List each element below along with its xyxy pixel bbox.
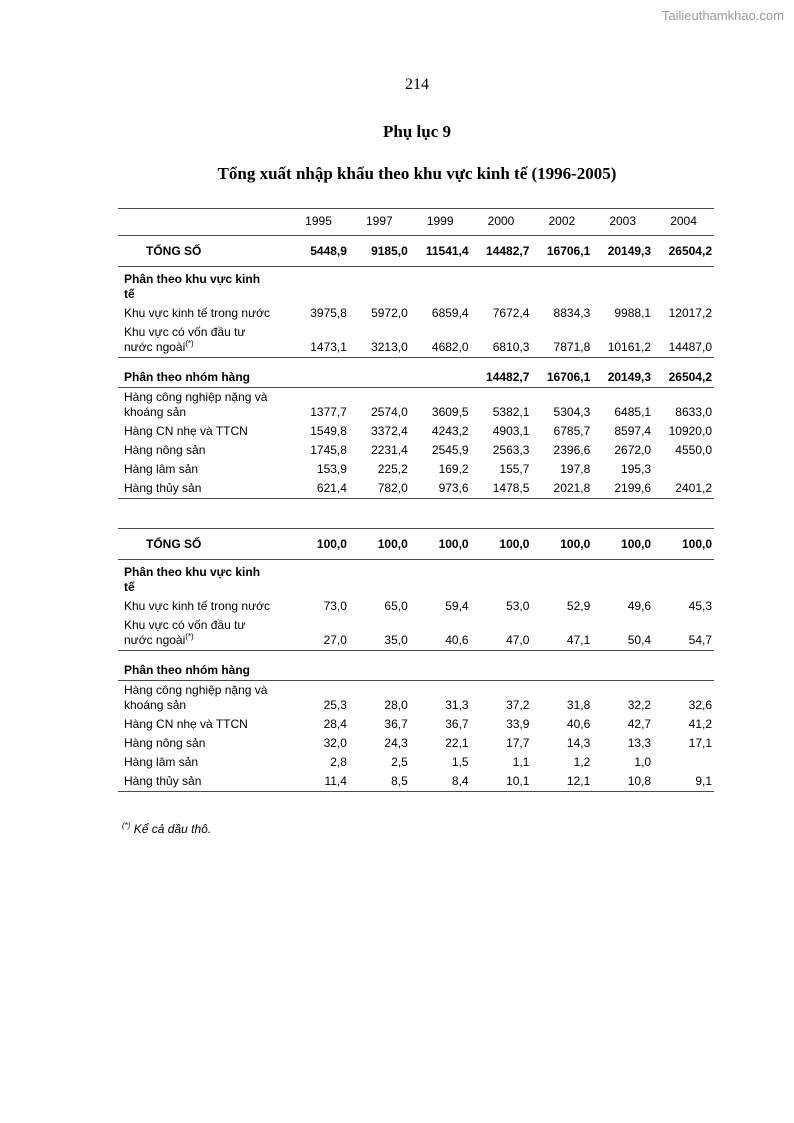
cell-value: 100,0 <box>349 529 410 560</box>
cell-value <box>349 267 410 305</box>
row-label: Phân theo nhóm hàng <box>118 358 288 388</box>
row-label: Hàng CN nhẹ và TTCN <box>124 717 248 731</box>
cell-value: 169,2 <box>438 462 469 476</box>
row-label: Phân theo khu vực kinh tế <box>124 565 261 594</box>
cell-value: 24,3 <box>384 736 408 750</box>
page-number: 214 <box>405 76 429 93</box>
row-label: Khu vực kinh tế trong nước <box>124 599 271 613</box>
table-row <box>118 597 714 616</box>
row-label: Hàng CN nhẹ và TTCN <box>124 424 248 438</box>
cell-value: 32,0 <box>323 736 347 750</box>
cell-value: 10920,0 <box>668 424 712 438</box>
column-header-year: 2002 <box>531 209 592 236</box>
cell-value: 8,5 <box>349 772 410 792</box>
footnote-marker: (*) <box>185 339 194 348</box>
cell-value: 14487,0 <box>653 323 714 358</box>
cell-value: 8597,4 <box>614 424 652 438</box>
data-table-container <box>118 208 714 792</box>
cell-value: 5304,3 <box>553 405 591 419</box>
cell-value: 14,3 <box>566 736 591 750</box>
report-table <box>118 208 714 792</box>
cell-value: 7672,4 <box>492 306 530 320</box>
cell-value: 26504,2 <box>653 358 714 388</box>
footnote-marker: (*) <box>122 821 131 830</box>
cell-value: 2199,6 <box>592 479 653 499</box>
cell-value: 17,1 <box>688 736 712 750</box>
cell-value: 65,0 <box>384 599 408 613</box>
cell-value: 1745,8 <box>310 443 347 457</box>
cell-value: 2,5 <box>391 755 408 769</box>
appendix-heading: Phụ lục 9 <box>382 122 452 141</box>
column-header-year: 1995 <box>288 209 349 236</box>
cell-value: 4550,0 <box>675 443 712 457</box>
cell-value: 1478,5 <box>471 479 532 499</box>
cell-value: 100,0 <box>592 529 653 560</box>
cell-value: 31,8 <box>566 698 591 712</box>
cell-value <box>592 560 653 598</box>
cell-value: 1,2 <box>573 755 591 769</box>
cell-value: 5448,9 <box>288 236 349 267</box>
cell-value: 33,9 <box>506 717 530 731</box>
cell-value: 59,4 <box>445 599 469 613</box>
cell-value <box>410 560 471 598</box>
cell-value: 153,9 <box>316 462 347 476</box>
cell-value: 11,4 <box>288 772 349 792</box>
cell-value <box>288 651 349 681</box>
row-label: Khu vực có vốn đầu tư nước ngoài(*) <box>118 323 288 358</box>
cell-value <box>349 651 410 681</box>
cell-value: 973,6 <box>410 479 471 499</box>
cell-value: 3213,0 <box>349 323 410 358</box>
cell-value: 155,7 <box>499 462 530 476</box>
cell-value: 41,2 <box>688 717 712 731</box>
table-row <box>118 529 714 560</box>
cell-value: 14482,7 <box>471 358 532 388</box>
cell-value <box>653 753 714 772</box>
cell-value: 52,9 <box>566 599 591 613</box>
cell-value: 13,3 <box>627 736 652 750</box>
table-row <box>118 304 714 323</box>
label-column-header <box>118 209 288 236</box>
cell-value: 8834,3 <box>553 306 591 320</box>
cell-value: 32,6 <box>688 698 712 712</box>
cell-value: 3609,5 <box>431 405 469 419</box>
cell-value: 6859,4 <box>431 306 469 320</box>
cell-value: 100,0 <box>410 529 471 560</box>
site-watermark: Tailieuthamkhao.com <box>661 8 784 23</box>
cell-value: 11541,4 <box>410 236 471 267</box>
row-label: Phân theo nhóm hàng <box>118 651 288 681</box>
cell-value: 49,6 <box>627 599 652 613</box>
table-row <box>118 753 714 772</box>
row-label: Hàng thủy sản <box>118 479 288 499</box>
cell-value: 53,0 <box>506 599 530 613</box>
cell-value: 28,0 <box>384 698 408 712</box>
cell-value: 28,4 <box>323 717 347 731</box>
cell-value: 100,0 <box>288 529 349 560</box>
column-header-year: 2000 <box>471 209 532 236</box>
table-row <box>118 441 714 460</box>
cell-value: 100,0 <box>531 529 592 560</box>
table-row <box>118 772 714 792</box>
cell-value: 20149,3 <box>592 236 653 267</box>
cell-value <box>410 267 471 305</box>
cell-value: 197,8 <box>560 462 591 476</box>
cell-value: 2021,8 <box>531 479 592 499</box>
row-label: Khu vực kinh tế trong nước <box>124 306 271 320</box>
cell-value: 12017,2 <box>668 306 712 320</box>
page-title: Tổng xuất nhập khẩu theo khu vực kinh tế (1996-2005) <box>217 164 617 183</box>
cell-value: 2401,2 <box>653 479 714 499</box>
cell-value: 2672,0 <box>614 443 652 457</box>
row-label: Hàng công nghiệp nặng và khoáng sản <box>124 683 268 712</box>
cell-value: 2396,6 <box>553 443 591 457</box>
cell-value: 2563,3 <box>492 443 530 457</box>
cell-value: 4682,0 <box>410 323 471 358</box>
table-row <box>118 560 714 598</box>
table-row <box>118 460 714 479</box>
cell-value <box>531 267 592 305</box>
cell-value <box>592 651 653 681</box>
row-label: Hàng nông sản <box>124 736 206 750</box>
cell-value <box>531 560 592 598</box>
cell-value: 47,1 <box>531 616 592 651</box>
cell-value <box>653 560 714 598</box>
column-header-year: 1997 <box>349 209 410 236</box>
cell-value <box>288 267 349 305</box>
cell-value <box>592 267 653 305</box>
cell-value <box>410 651 471 681</box>
cell-value <box>288 560 349 598</box>
cell-value: 3975,8 <box>310 306 347 320</box>
cell-value: 5382,1 <box>492 405 530 419</box>
cell-value: 20149,3 <box>592 358 653 388</box>
row-label: Hàng nông sản <box>124 443 206 457</box>
table-row <box>118 422 714 441</box>
cell-value: 73,0 <box>323 599 347 613</box>
cell-value <box>531 651 592 681</box>
table-row <box>118 616 714 651</box>
cell-value: 47,0 <box>471 616 532 651</box>
table-row <box>118 236 714 267</box>
table-row <box>118 358 714 388</box>
row-label: Phân theo khu vực kinh tế <box>124 272 261 301</box>
cell-value: 225,2 <box>377 462 408 476</box>
table-row <box>118 681 714 716</box>
cell-value: 8633,0 <box>675 405 712 419</box>
cell-value <box>410 358 471 388</box>
table-row <box>118 267 714 305</box>
cell-value: 37,2 <box>506 698 530 712</box>
cell-value: 6785,7 <box>553 424 591 438</box>
cell-value: 14482,7 <box>471 236 532 267</box>
table-body <box>118 236 714 792</box>
cell-value: 17,7 <box>506 736 530 750</box>
cell-value: 5972,0 <box>371 306 408 320</box>
cell-value: 25,3 <box>323 698 347 712</box>
row-label: Hàng lâm sản <box>124 755 199 769</box>
cell-value <box>288 358 349 388</box>
cell-value: 54,7 <box>653 616 714 651</box>
cell-value: 4243,2 <box>431 424 469 438</box>
row-label: Khu vực có vốn đầu tư nước ngoài(*) <box>118 616 288 651</box>
cell-value: 195,3 <box>621 462 652 476</box>
cell-value <box>349 358 410 388</box>
cell-value: 8,4 <box>410 772 471 792</box>
cell-value: 22,1 <box>445 736 469 750</box>
cell-value: 10161,2 <box>592 323 653 358</box>
cell-value: 6810,3 <box>471 323 532 358</box>
cell-value: 10,1 <box>471 772 532 792</box>
cell-value: 1,1 <box>512 755 530 769</box>
cell-value <box>471 651 532 681</box>
cell-value <box>471 560 532 598</box>
cell-value: 12,1 <box>531 772 592 792</box>
section-spacer <box>118 499 714 529</box>
cell-value <box>471 267 532 305</box>
cell-value: 1,5 <box>451 755 469 769</box>
footnote: (*) Kể cả dầu thô. <box>122 821 212 836</box>
cell-value: 2,8 <box>330 755 347 769</box>
cell-value: 100,0 <box>653 529 714 560</box>
cell-value: 100,0 <box>471 529 532 560</box>
cell-value: 1377,7 <box>310 405 347 419</box>
cell-value: 16706,1 <box>531 358 592 388</box>
cell-value: 32,2 <box>627 698 652 712</box>
cell-value: 621,4 <box>288 479 349 499</box>
cell-value: 1473,1 <box>288 323 349 358</box>
cell-value: 1549,8 <box>310 424 347 438</box>
cell-value <box>653 460 714 479</box>
cell-value: 4903,1 <box>492 424 530 438</box>
row-label: Hàng lâm sản <box>124 462 199 476</box>
column-header-year: 1999 <box>410 209 471 236</box>
cell-value: 16706,1 <box>531 236 592 267</box>
cell-value: 40,6 <box>566 717 591 731</box>
cell-value: 40,6 <box>410 616 471 651</box>
row-label: Hàng thủy sản <box>118 772 288 792</box>
cell-value: 7871,8 <box>531 323 592 358</box>
cell-value: 36,7 <box>384 717 408 731</box>
cell-value: 10,8 <box>592 772 653 792</box>
cell-value: 45,3 <box>688 599 712 613</box>
cell-value: 35,0 <box>349 616 410 651</box>
cell-value: 36,7 <box>445 717 469 731</box>
cell-value <box>349 560 410 598</box>
cell-value: 782,0 <box>349 479 410 499</box>
cell-value: 42,7 <box>627 717 652 731</box>
cell-value: 2574,0 <box>371 405 408 419</box>
footnote-marker: (*) <box>185 632 194 641</box>
cell-value <box>653 267 714 305</box>
cell-value: 9988,1 <box>614 306 652 320</box>
cell-value: 26504,2 <box>653 236 714 267</box>
table-row <box>118 651 714 681</box>
cell-value: 2545,9 <box>431 443 469 457</box>
table-row <box>118 715 714 734</box>
cell-value: 3372,4 <box>371 424 408 438</box>
table-row <box>118 388 714 423</box>
cell-value: 2231,4 <box>371 443 408 457</box>
cell-value <box>653 651 714 681</box>
cell-value: 27,0 <box>288 616 349 651</box>
cell-value: 50,4 <box>592 616 653 651</box>
cell-value: 9185,0 <box>349 236 410 267</box>
cell-value: 9,1 <box>653 772 714 792</box>
row-label: TỔNG SỐ <box>118 236 288 267</box>
table-row <box>118 734 714 753</box>
column-header-year: 2004 <box>653 209 714 236</box>
table-row <box>118 323 714 358</box>
cell-value: 31,3 <box>445 698 469 712</box>
row-label: Hàng công nghiệp nặng và khoáng sản <box>124 390 268 419</box>
table-row <box>118 479 714 499</box>
cell-value: 6485,1 <box>614 405 652 419</box>
row-label: TỔNG SỐ <box>118 529 288 560</box>
table-header-row <box>118 209 714 236</box>
column-header-year: 2003 <box>592 209 653 236</box>
cell-value: 1,0 <box>634 755 652 769</box>
